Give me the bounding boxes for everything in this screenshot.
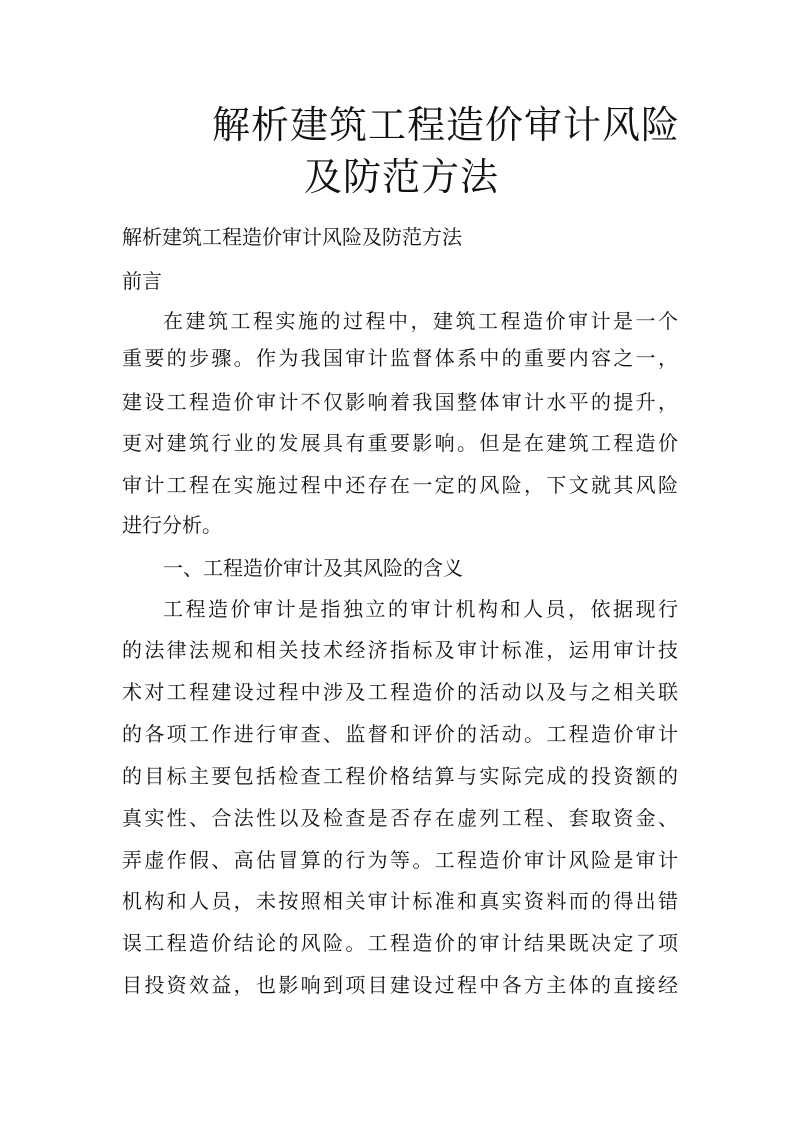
paragraph-line: 更对建筑行业的发展具有重要影响。但是在建筑工程造价 — [122, 431, 678, 455]
paragraph-line: 建设工程造价审计不仅影响着我国整体审计水平的提升， — [122, 390, 678, 414]
paragraph-line: 工程造价审计是指独立的审计机构和人员，依据现行 — [163, 597, 678, 621]
paragraph-line: 误工程造价结论的风险。工程造价的审计结果既决定了项 — [122, 931, 678, 955]
paragraph-line: 进行分析。 — [122, 513, 222, 537]
paragraph-line: 的各项工作进行审查、监督和评价的活动。工程造价审计 — [122, 722, 678, 746]
paragraph-line: 的目标主要包括检查工程价格结算与实际完成的投资额的 — [122, 764, 678, 788]
document-title-line-1: 解析建筑工程造价审计风险 — [212, 103, 681, 147]
paragraph-line: 的法律法规和相关技术经济指标及审计标准，运用审计技 — [122, 638, 678, 662]
document-subtitle: 解析建筑工程造价审计风险及防范方法 — [122, 225, 462, 249]
paragraph-line: 弄虚作假、高估冒算的行为等。工程造价审计风险是审计 — [122, 848, 678, 872]
paragraph-line: 重要的步骤。作为我国审计监督体系中的重要内容之一， — [122, 346, 678, 370]
preface-heading: 前言 — [122, 269, 162, 293]
paragraph-line: 术对工程建设过程中涉及工程造价的活动以及与之相关联 — [122, 680, 678, 704]
document-title-line-2: 及防范方法 — [304, 155, 500, 199]
paragraph-line: 目投资效益，也影响到项目建设过程中各方主体的直接经 — [122, 973, 678, 997]
paragraph-line: 在建筑工程实施的过程中，建筑工程造价审计是一个 — [163, 309, 678, 333]
paragraph-line: 真实性、合法性以及检查是否存在虚列工程、套取资金、 — [122, 806, 678, 830]
paragraph-line: 审计工程在实施过程中还存在一定的风险，下文就其风险 — [122, 473, 678, 497]
section-heading: 一、工程造价审计及其风险的含义 — [163, 556, 463, 580]
paragraph-line: 机构和人员，未按照相关审计标准和真实资料而的得出错 — [122, 889, 678, 913]
